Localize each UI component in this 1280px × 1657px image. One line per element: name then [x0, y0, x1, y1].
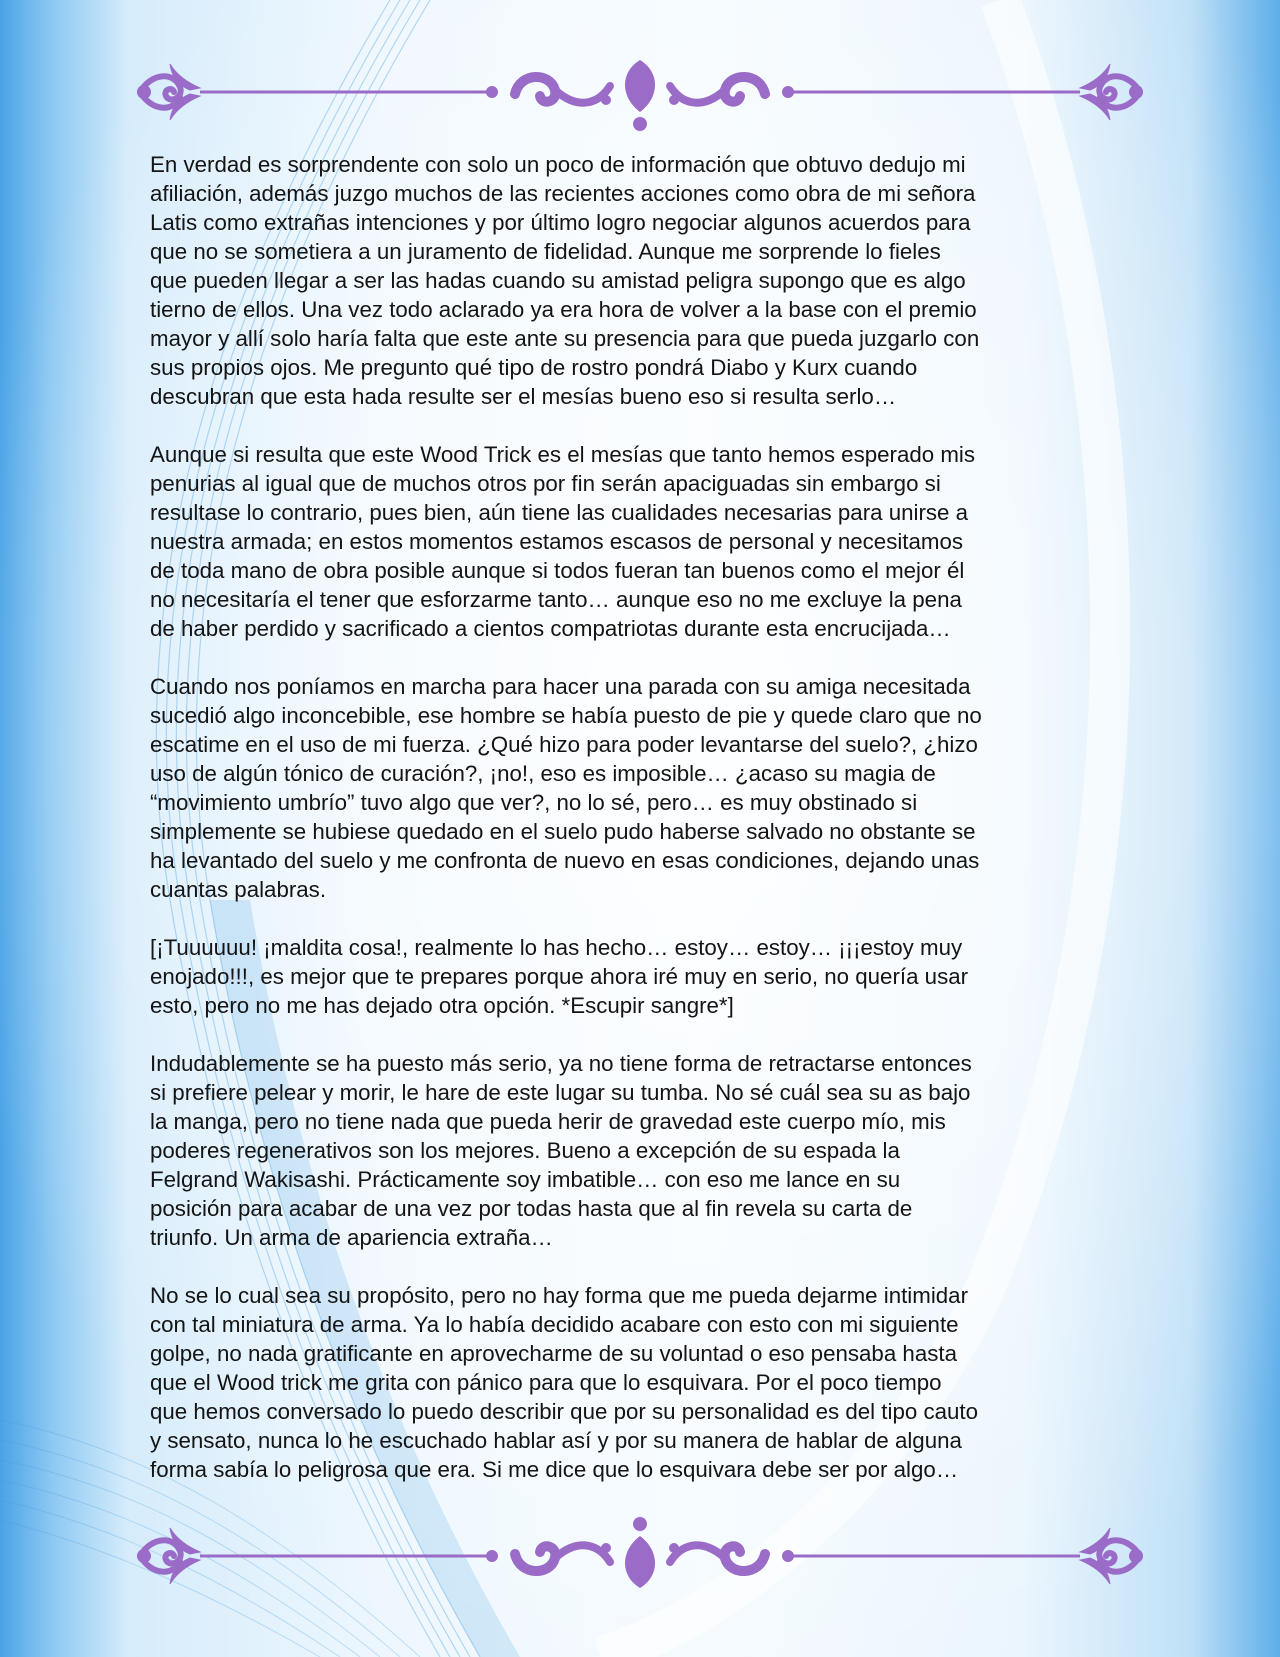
paragraph-4: [¡Tuuuuuu! ¡maldita cosa!, realmente lo has hecho… estoy… estoy… ¡¡¡estoy muy enojado!!!, es mejor que te prepares porque ahora iré muy en serio, no quería usar esto, pero no me has dejado otra opción. *Escupir sangre*]: [150, 935, 969, 1018]
paragraph-1: En verdad es sorprendente con solo un poco de información que obtuvo dedujo mi afiliación, además juzgo muchos de las recientes acciones como obra de mi señora Latis como extrañas intenciones y por último logro negociar algunos acuerdos para que no se sometiera a un juramento de fidelidad. Aunque me sorprende lo fieles que pueden llegar a ser las hadas cuando su amistad peligra supongo que es algo tierno de ellos. Una vez todo aclarado ya era hora de volver a la base con el premio mayor y allí solo haría falta que este ante su presencia para que pueda juzgarlo con sus propios ojos. Me pregunto qué tipo de rostro pondrá Diabo y Kurx cuando descubran que esta hada resulte ser el mesías bueno eso si resulta serlo…: [150, 152, 980, 409]
paragraph-2: Aunque si resulta que este Wood Trick es el mesías que tanto hemos esperado mis penurias al igual que de muchos otros por fin serán apaciguadas sin embargo si resultase lo contrario, pues bien, aún tiene las cualidades necesarias para unirse a nuestra armada; en estos momentos estamos escasos de personal y necesitamos de toda mano de obra posible aunque si todos fueran tan buenos como el mejor él no necesitaría el tener que esforzarme tanto… aunque eso no me excluye la pena de haber perdido y sacrificado a cientos compatriotas durante esta encrucijada…: [150, 442, 976, 641]
document-body: [150, 150, 1090, 1513]
ornament-top-border: [130, 42, 1150, 142]
paragraph-3: Cuando nos poníamos en marcha para hacer una parada con su amiga necesitada sucedió algo inconcebible, ese hombre se había puesto de pie y quede claro que no escatime en el uso de mi fuerza. ¿Qué hizo para poder levantarse del suelo?, ¿hizo uso de algún tónico de curación?, ¡no!, eso es imposible… ¿acaso su magia de “movimiento umbrío” tuvo algo que ver?, no lo sé, pero… es muy obstinado si simplemente se hubiese quedado en el suelo pudo haberse salvado no obstante se ha levantado del suelo y me confronta de nuevo en esas condiciones, dejando unas cuantas palabras.: [150, 674, 982, 902]
paragraph-5: Indudablemente se ha puesto más serio, ya no tiene forma de retractarse entonces si prefiere pelear y morir, le hare de este lugar su tumba. No sé cuál sea su as bajo la manga, pero no tiene nada que pueda herir de gravedad este cuerpo mío, mis poderes regenerativos son los mejores. Bueno a excepción de su espada la Felgrand Wakisashi. Prácticamente soy imbatible… con eso me lance en su posición para acabar de una vez por todas hasta que al fin revela su carta de triunfo. Un arma de apariencia extraña…: [150, 1051, 972, 1250]
paragraph-6: No se lo cual sea su propósito, pero no hay forma que me pueda dejarme intimidar con tal miniatura de arma. Ya lo había decidido acabare con esto con mi siguiente golpe, no nada gratificante en aprovecharme de su voluntad o eso pensaba hasta que el Wood trick me grita con pánico para que lo esquivara. Por el poco tiempo que hemos conversado lo puedo describir que por su personalidad es del tipo cauto y sensato, nunca lo he escuchado hablar así y por su manera de hablar de alguna forma sabía lo peligrosa que era. Si me dice que lo esquivara debe ser por algo…: [150, 1283, 979, 1482]
ornament-bottom-border: [130, 1506, 1150, 1606]
